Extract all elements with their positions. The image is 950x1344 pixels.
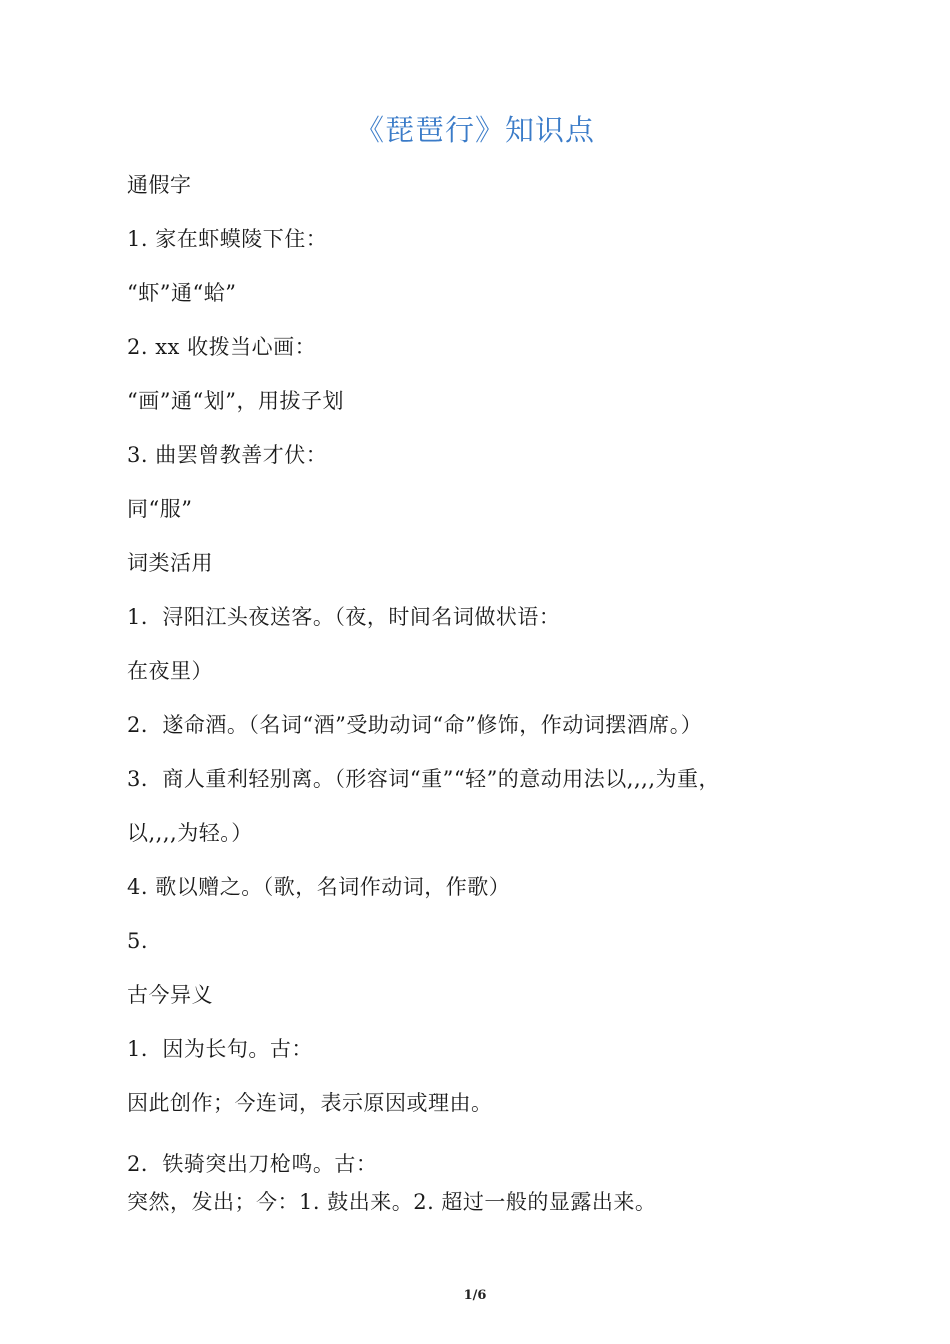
text-line: 突然，发出；今：1. 鼓出来。2. 超过一般的显露出来。 xyxy=(127,1190,657,1214)
text-line: 2. xx 收拨当心画： xyxy=(127,335,317,359)
page-number: 1/6 xyxy=(463,1288,487,1303)
section-heading-cileihuoyong: 词类活用 xyxy=(127,551,213,575)
section-heading-tongjiazi: 通假字 xyxy=(127,173,192,197)
text-line: 3．商人重利轻别离。（形容词“重”“轻”的意动用法以,,,,为重， xyxy=(127,767,721,791)
text-line: 2．遂命酒。（名词“酒”受助动词“命”修饰，作动词摆酒席。） xyxy=(127,713,703,737)
text-line: 以,,,,为轻。） xyxy=(127,821,253,845)
text-line: 1．因为长句。古： xyxy=(127,1037,313,1061)
text-line: 在夜里） xyxy=(127,659,213,683)
text-line: “虾”通“蛤” xyxy=(127,281,237,305)
document-title: 《琵琶行》知识点 xyxy=(354,113,595,147)
text-line: 4. 歌以赠之。（歌，名词作动词，作歌） xyxy=(127,875,511,899)
text-line: 1．浔阳江头夜送客。（夜，时间名词做状语： xyxy=(127,605,561,629)
text-line: “画”通“划”，用拔子划 xyxy=(127,389,344,413)
section-heading-gujinyiyi: 古今异义 xyxy=(127,983,213,1007)
text-line: 1. 家在虾蟆陵下住： xyxy=(127,227,328,251)
text-line: 2．铁骑突出刀枪鸣。古： xyxy=(127,1152,378,1176)
text-line: 3. 曲罢曾教善才伏： xyxy=(127,443,328,467)
text-line: 5. xyxy=(127,929,149,953)
text-line: 同“服” xyxy=(127,497,193,521)
text-line: 因此创作；今连词，表示原因或理由。 xyxy=(127,1091,493,1115)
